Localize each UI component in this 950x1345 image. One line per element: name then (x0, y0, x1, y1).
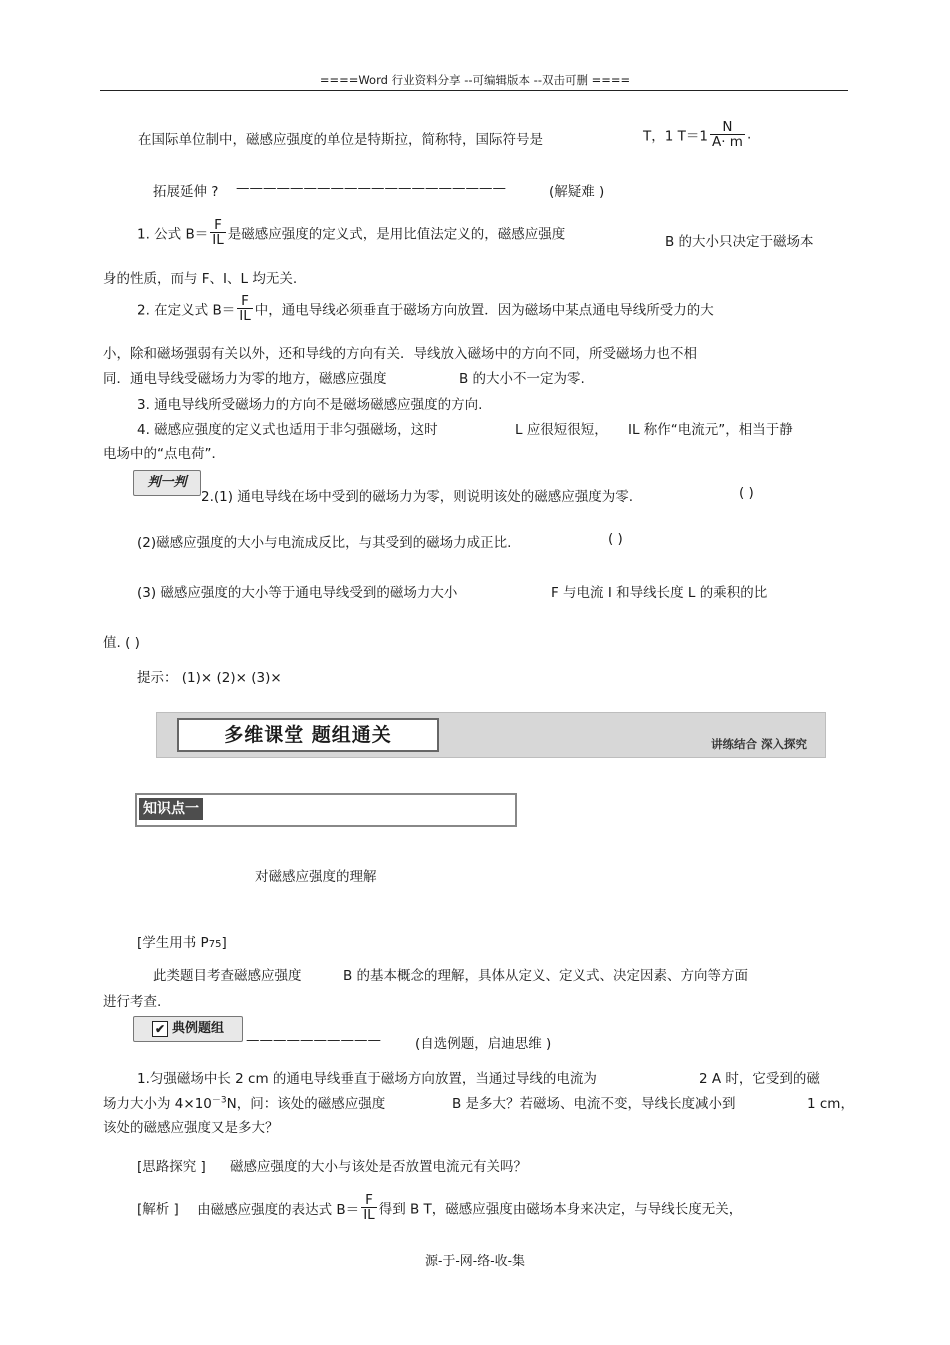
point-3: 3. 通电导线所受磁场力的方向不是磁场磁感应强度的方向. (137, 397, 483, 413)
desc-text: B 的基本概念的理解，具体从定义、定义式、决定因素、方向等方面 (343, 968, 749, 984)
formula-fraction-3 (361, 1193, 377, 1222)
student-book-ref (137, 931, 227, 951)
point-4-tail: IL 称作“电流元”，相当于静 (628, 422, 793, 438)
formula-den-1: IL (212, 232, 224, 249)
judge-q2: (2)磁感应强度的大小与电流成反比，与其受到的磁场力成正比. (137, 535, 512, 551)
unit-end: . (746, 126, 752, 143)
unit-fraction-num: N (710, 120, 745, 135)
example-badge-label: 典例题组 (171, 1021, 224, 1036)
judge-q3-cont: 值. ( ) (103, 635, 140, 651)
think-text: 磁感应强度的大小与该处是否放置电流元有关吗？ (230, 1159, 527, 1175)
example-q-line-2-mid: B 是多大？若磁场、电流不变，导线长度减小到 (452, 1096, 736, 1112)
knowledge-title: 对磁感应强度的理解 (255, 869, 377, 885)
check-icon: ✔ (152, 1021, 168, 1037)
page-footer: 源-于-网-络-收-集 (425, 1254, 525, 1269)
example-q-value: 场力大小为 4×10 (103, 1096, 212, 1112)
extension-dashes: ———————————————————— (236, 180, 506, 196)
point-1-text: 是磁感应强度的定义式，是用比值法定义的，磁感应强度 (227, 226, 566, 243)
desc-cont: 进行考查. (103, 994, 162, 1010)
think-label: [思路探究 ] (137, 1159, 206, 1175)
formula-num-1: F (210, 218, 226, 233)
point-2-cont-2: 同．通电导线受磁场力为零的地方，磁感应强度 (103, 371, 387, 387)
example-q-exponent: －3 (211, 1095, 227, 1106)
knowledge-point-box (135, 793, 517, 827)
judge-q1-paren: ( ) (739, 485, 754, 501)
knowledge-point-tag: 知识点一 (139, 798, 203, 820)
analysis-line (137, 1193, 742, 1222)
example-q-line-2-tail: 1 cm， (807, 1096, 854, 1112)
example-q-line-2-lead (103, 1092, 385, 1112)
header-rule (100, 90, 848, 91)
analysis-text: 得到 B T，磁感应强度由磁场本身来决定，与导线长度无关， (378, 1201, 743, 1218)
unit-text: T，1 T＝1 (643, 128, 708, 145)
point-4-mid: L 应很短很短， (515, 422, 608, 438)
extension-note: (解疑难 ) (549, 184, 605, 200)
ref-text: [学生用书 P (137, 935, 209, 951)
point-1-cont: 身的性质，而与 F、I、L 均无关. (103, 271, 298, 287)
intro-text: 在国际单位制中，磁感应强度的单位是特斯拉，简称特，国际符号是 (138, 132, 543, 148)
example-q-line-1-tail: 2 A 时，它受到的磁 (699, 1071, 820, 1087)
formula-num-3: F (361, 1193, 377, 1208)
formula-den-3: IL (363, 1207, 375, 1224)
example-q-line-3: 该处的磁感应强度又是多大？ (103, 1120, 279, 1136)
example-q-unit: N，问：该处的磁感应强度 (226, 1096, 386, 1112)
formula-den-2: IL (239, 308, 251, 325)
example-dashes: —————————— (246, 1032, 381, 1048)
ref-close: ] (221, 935, 227, 951)
desc-lead: 此类题目考查磁感应强度 (153, 968, 302, 984)
unit-fraction (710, 120, 745, 149)
section-banner (156, 712, 826, 758)
judge-q1: 2.(1) 通电导线在场中受到的磁场力为零，则说明该处的磁感应强度为零. (201, 489, 634, 505)
judge-q3-lead: (3) 磁感应强度的大小等于通电导线受到的磁场力大小 (137, 585, 458, 601)
page-header: ====Word 行业资料分享 --可编辑版本 --双击可删 ==== (319, 73, 631, 87)
judge-badge: 判一判 (133, 470, 201, 496)
formula-fraction-2 (237, 294, 253, 323)
point-2-cont-1: 小，除和磁场强弱有关以外，还和导线的方向有关．导线放入磁场中的方向不同，所受磁场力也不相 (103, 346, 697, 362)
point-2-text: 中，通电导线必须垂直于磁场方向放置．因为磁场中某点通电导线所受力的大 (254, 302, 714, 319)
judge-q2-paren: ( ) (608, 531, 623, 547)
ref-page: 75 (208, 939, 222, 950)
formula-num-2: F (237, 294, 253, 309)
point-1-tail: B 的大小只决定于磁场本 (665, 234, 814, 250)
analysis-label: [解析 ] (137, 1201, 179, 1218)
banner-subtitle: 讲练结合 深入探究 (710, 737, 807, 751)
point-2-line (137, 294, 714, 323)
judge-hint: 提示： (1)× (2)× (3)× (137, 670, 282, 686)
formula-fraction-1 (210, 218, 226, 247)
point-4-lead: 4. 磁感应强度的定义式也适用于非匀强磁场，这时 (137, 422, 438, 438)
point-2-cont-3: B 的大小不一定为零. (459, 371, 585, 387)
point-2-lead: 2. 在定义式 B＝ (137, 302, 236, 319)
point-1-line (137, 218, 565, 247)
example-badge (133, 1016, 243, 1042)
judge-q3-tail: F 与电流 I 和导线长度 L 的乘积的比 (551, 585, 768, 601)
point-1-lead: 1. 公式 B＝ (137, 226, 209, 243)
point-4-cont: 电场中的“点电荷”． (103, 446, 225, 462)
analysis-lead: 由磁感应强度的表达式 B＝ (197, 1201, 360, 1218)
example-note: (自选例题，启迪思维 ) (415, 1036, 552, 1052)
banner-title: 多维课堂 题组通关 (177, 718, 439, 752)
intro-unit (643, 120, 751, 149)
example-q-line-1: 1.匀强磁场中长 2 cm 的通电导线垂直于磁场方向放置，当通过导线的电流为 (137, 1071, 597, 1087)
extension-label: 拓展延伸 ? (153, 184, 219, 200)
unit-fraction-den: A· m (711, 134, 743, 151)
